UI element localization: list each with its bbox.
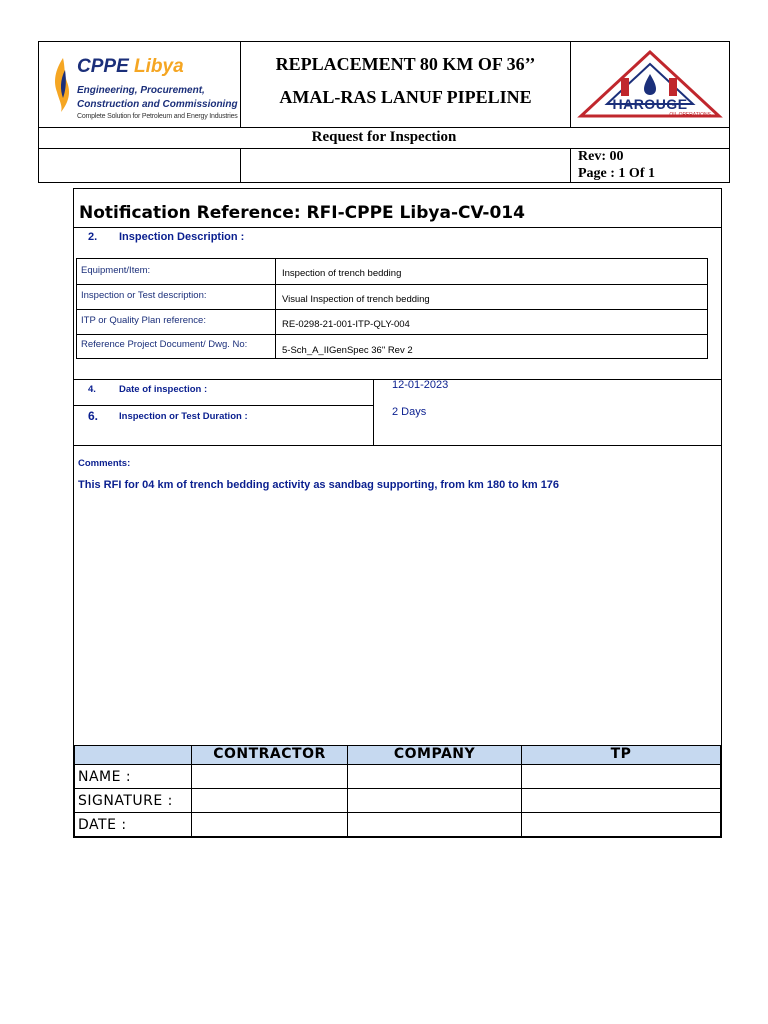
header-divider	[240, 148, 241, 182]
tp-name-field[interactable]	[521, 764, 721, 789]
tp-signature-field[interactable]	[521, 788, 721, 813]
section-title: Inspection Description :	[119, 231, 245, 243]
rfi-form	[73, 188, 722, 838]
row-label-name: NAME :	[78, 769, 132, 785]
company-tagline: Construction and Commissioning	[77, 99, 238, 110]
field-label-reference-doc: Reference Project Document/ Dwg. No:	[81, 339, 248, 350]
company-logo	[47, 50, 237, 124]
field-label-test-description: Inspection or Test description:	[81, 290, 207, 301]
notification-reference: Notification Reference: RFI-CPPE Libya-CV-014	[79, 203, 525, 223]
inspection-description-table	[76, 258, 708, 359]
field-label-itp: ITP or Quality Plan reference:	[81, 315, 206, 326]
contractor-date-field[interactable]	[191, 812, 348, 837]
company-tagline: Engineering, Procurement,	[77, 85, 205, 96]
column-header-company: COMPANY	[393, 746, 476, 762]
section-divider	[373, 379, 374, 445]
test-duration-label: Inspection or Test Duration :	[119, 411, 248, 422]
project-title-line1: REPLACEMENT 80 KM OF 36’’	[275, 54, 536, 74]
comments-text[interactable]: This RFI for 04 km of trench bedding activity as sandbag supporting, from km 180 to km 176	[78, 479, 560, 491]
row-label-cell	[74, 764, 192, 789]
header-divider	[39, 127, 729, 128]
field-label-equipment: Equipment/Item:	[81, 265, 151, 276]
table-divider	[77, 309, 707, 310]
contractor-name-field[interactable]	[191, 764, 348, 789]
field-value-reference-doc[interactable]: 5-Sch_A_IIGenSpec 36" Rev 2	[282, 345, 413, 356]
signature-header-blank	[74, 745, 192, 765]
page-number: Page : 1 Of 1	[578, 166, 655, 181]
field-value-equipment[interactable]: Inspection of trench bedding	[282, 268, 402, 279]
revision-label: Rev: 00	[578, 149, 624, 164]
client-sub: OIL OPERATIONS	[669, 112, 711, 118]
section-number: 2.	[88, 231, 98, 243]
row-label-cell	[74, 812, 192, 837]
tp-date-field[interactable]	[521, 812, 721, 837]
header-divider	[39, 148, 729, 149]
column-header-contractor: CONTRACTOR	[213, 746, 326, 762]
company-name-field[interactable]	[347, 764, 522, 789]
section-divider	[74, 405, 374, 406]
client-name: HAROUGE	[612, 96, 688, 112]
company-signature-field[interactable]	[347, 788, 522, 813]
document-type: Request for Inspection	[311, 129, 457, 145]
field-value-itp[interactable]: RE-0298-21-001-ITP-QLY-004	[282, 319, 410, 330]
section-divider	[74, 445, 721, 446]
field-value-test-description[interactable]: Visual Inspection of trench bedding	[282, 294, 430, 305]
flame-icon	[51, 56, 73, 112]
signature-header-cell	[191, 745, 348, 765]
section-divider	[74, 227, 721, 228]
section-number: 4.	[88, 384, 96, 395]
header-divider	[570, 42, 571, 127]
row-label-signature: SIGNATURE :	[78, 793, 173, 809]
client-logo	[575, 48, 725, 124]
signature-table	[74, 745, 721, 837]
section-number: 6.	[88, 409, 99, 423]
company-name: CPPE Libya	[77, 56, 184, 77]
table-divider	[77, 284, 707, 285]
row-label-date: DATE :	[78, 817, 127, 833]
table-divider	[77, 334, 707, 335]
document-header	[38, 41, 730, 183]
company-date-field[interactable]	[347, 812, 522, 837]
contractor-signature-field[interactable]	[191, 788, 348, 813]
comments-label: Comments:	[78, 458, 131, 469]
date-of-inspection-label: Date of inspection :	[119, 384, 208, 395]
header-divider	[570, 148, 571, 182]
row-label-cell	[74, 788, 192, 813]
signature-header-cell	[347, 745, 522, 765]
signature-header-cell	[521, 745, 721, 765]
company-tagline-small: Complete Solution for Petroleum and Energy Industries	[77, 113, 238, 120]
column-header-tp: TP	[610, 746, 632, 762]
project-title-line2: AMAL-RAS LANUF PIPELINE	[279, 87, 532, 107]
test-duration-value[interactable]: 2 Days	[392, 406, 427, 418]
date-of-inspection-value[interactable]: 12-01-2023	[392, 379, 449, 391]
